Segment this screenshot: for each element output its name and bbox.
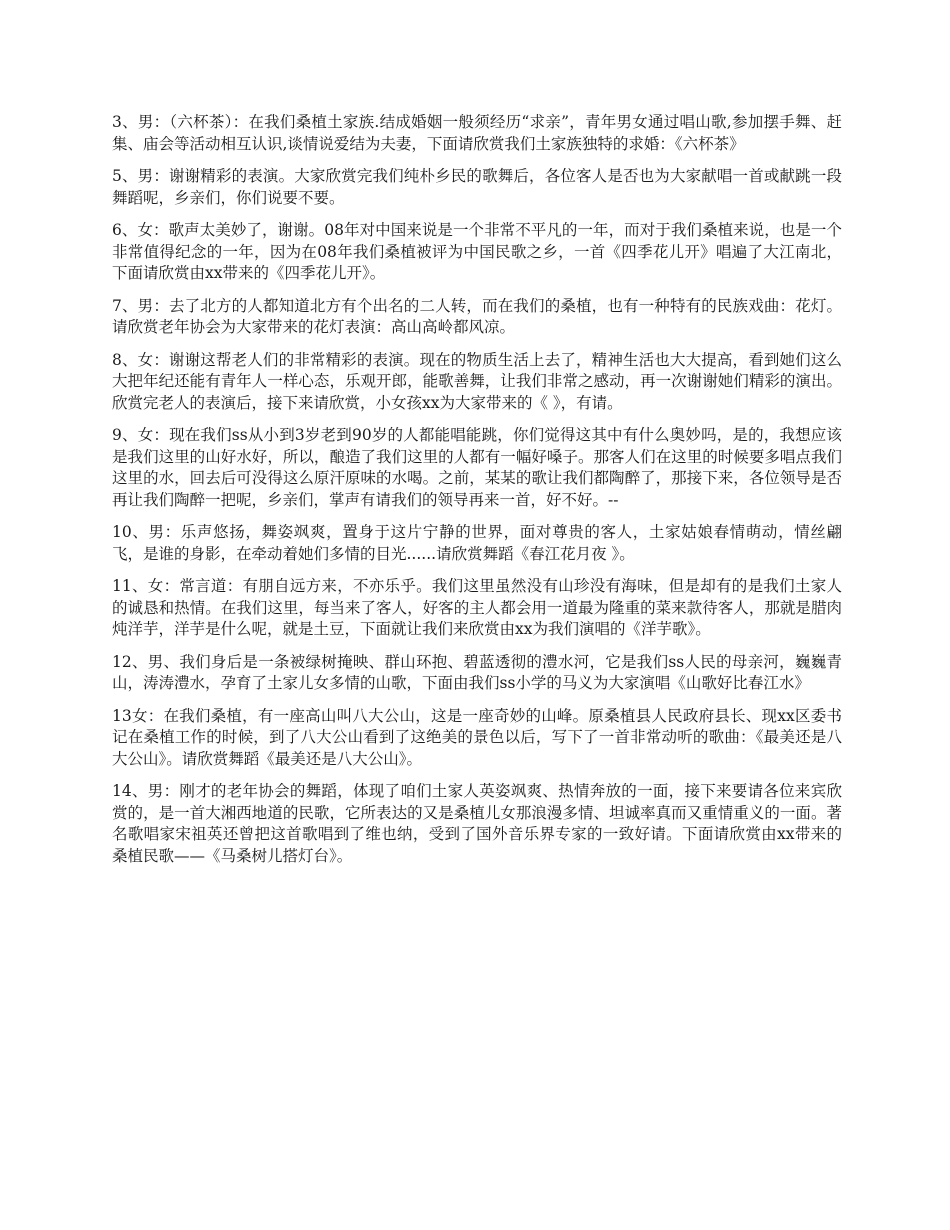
document-body bbox=[112, 112, 842, 878]
paragraph-11-yangyuge: 11、女：常言道：有朋自远方来，不亦乐乎。我们这里虽然没有山珍没有海味，但是却有的是我们土家人的诚恳和热情。在我们这里，每当来了客人，好客的主人都会用一道最为隆重的菜来款待客人，那就是腊肉炖洋芋，洋芋是什么呢，就是土豆，下面就让我们来欣赏由xx为我们演唱的《洋芋歌》。 bbox=[112, 577, 842, 638]
paragraph-14-masangshu: 14、男：刚才的老年协会的舞蹈，体现了咱们土家人英姿飒爽、热情奔放的一面，接下来要请各位来宾欣赏的，是一首大湘西地道的民歌，它所表达的又是桑植儿女那浪漫多情、坦诚率真而又重情重义的一面。著名歌唱家宋祖英还曾把这首歌唱到了维也纳，受到了国外音乐界专家的一致好请。下面请欣赏由xx带来的桑植民歌——《马桑树儿搭灯台》。 bbox=[112, 782, 842, 865]
paragraph-9-leaders-song: 9、女：现在我们ss从小到3岁老到90岁的人都能唱能跳，你们觉得这其中有什么奥妙吗，是的，我想应该是我们这里的山好水好，所以，酿造了我们这里的人都有一幅好嗓子。那客人们在这里的时候要多唱点我们这里的水，回去后可没得这么原汗原味的水喝。之前，某某的歌让我们都陶醉了，那接下来，各位领导是否再让我们陶醉一把呢，乡亲们，掌声有请我们的领导再来一首，好不好。-- bbox=[112, 426, 842, 509]
paragraph-5-thanks: 5、男：谢谢精彩的表演。大家欣赏完我们纯朴乡民的歌舞后，各位客人是否也为大家献唱一首或献跳一段舞蹈呢，乡亲们，你们说要不要。 bbox=[112, 167, 842, 207]
paragraph-13-badagongshan: 13女：在我们桑植，有一座高山叫八大公山，这是一座奇妙的山峰。原桑植县人民政府县长、现xx区委书记在桑植工作的时候，到了八大公山看到了这绝美的景色以后，写下了一首非常动听的歌曲：《最美还是八大公山》。请欣赏舞蹈《最美还是八大公山》。 bbox=[112, 706, 842, 768]
paragraph-10-chunjianghuayueye: 10、男：乐声悠扬，舞姿飒爽，置身于这片宁静的世界，面对尊贵的客人，土家姑娘春情萌动，情丝翩飞，是谁的身影，在牵动着她们多情的目光......请欣赏舞蹈《春江花月夜 》。 bbox=[112, 523, 842, 563]
paragraph-7-huadeng: 7、男：去了北方的人都知道北方有个出名的二人转，而在我们的桑植，也有一种特有的民族戏曲：花灯。请欣赏老年协会为大家带来的花灯表演：高山高岭都风凉。 bbox=[112, 296, 842, 336]
paragraph-8-elders: 8、女：谢谢这帮老人们的非常精彩的表演。现在的物质生活上去了，精神生活也大大提高，看到她们这么大把年纪还能有青年人一样心态，乐观开郎，能歌善舞，让我们非常之感动，再一次谢谢她们精彩的演出。欣赏完老人的表演后，接下来请欣赏，小女孩xx为大家带来的《 》，有请。 bbox=[112, 350, 842, 412]
paragraph-3-liubeicha: 3、男：（六杯茶）：在我们桑植土家族.结成婚姻一般须经历“求亲”，青年男女通过唱山歌,参加摆手舞、赶集、庙会等活动相互认识,谈情说爱结为夫妻，下面请欣赏我们土家族独特的求婚：《六杯茶》 bbox=[112, 113, 842, 153]
paragraph-6-sijihuaerkai: 6、女：歌声太美妙了，谢谢。08年对中国来说是一个非常不平凡的一年，而对于我们桑植来说，也是一个非常值得纪念的一年，因为在08年我们桑植被评为中国民歌之乡，一首《四季花儿开》唱遍了大江南北，下面请欣赏由xx带来的《四季花儿开》。 bbox=[112, 221, 842, 282]
paragraph-12-shangehaobi: 12、男、我们身后是一条被绿树掩映、群山环抱、碧蓝透彻的澧水河，它是我们ss人民的母亲河，巍巍青山，涛涛澧水，孕育了土家儿女多情的山歌，下面由我们ss小学的马义为大家演唱《山歌好比春江水》 bbox=[112, 652, 842, 692]
